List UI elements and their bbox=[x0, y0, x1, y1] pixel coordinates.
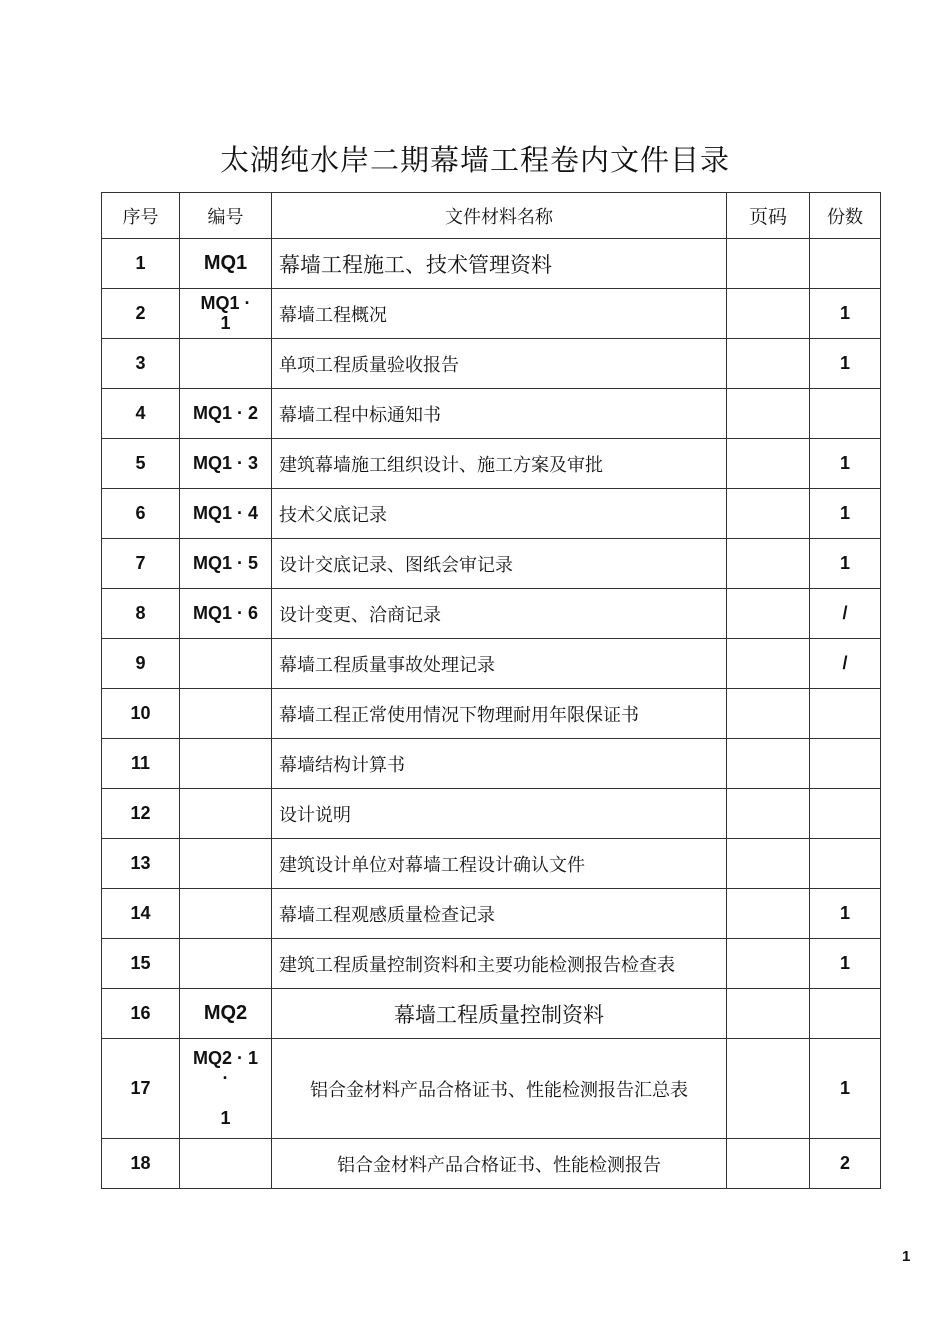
row-page bbox=[727, 889, 810, 939]
table-row bbox=[102, 1039, 881, 1139]
row-page bbox=[727, 739, 810, 789]
row-copies bbox=[810, 239, 881, 289]
row-code bbox=[180, 639, 272, 689]
row-name: 幕墙结构计算书 bbox=[272, 739, 727, 789]
header-code: 编号 bbox=[180, 193, 272, 239]
row-name: 建筑幕墙施工组织设计、施工方案及审批 bbox=[272, 439, 727, 489]
row-code bbox=[180, 689, 272, 739]
row-code: MQ2 bbox=[180, 989, 272, 1039]
row-no: 18 bbox=[102, 1139, 180, 1189]
row-no: 8 bbox=[102, 589, 180, 639]
row-copies: 1 bbox=[810, 1039, 881, 1139]
table-row bbox=[102, 389, 881, 439]
row-code: MQ1 · 1 bbox=[200, 293, 251, 333]
row-name: 幕墙工程正常使用情况下物理耐用年限保证书 bbox=[272, 689, 727, 739]
row-no: 10 bbox=[102, 689, 180, 739]
row-name: 幕墙工程施工、技术管理资料 bbox=[272, 239, 727, 289]
row-code: MQ1 · 3 bbox=[180, 439, 272, 489]
row-copies bbox=[810, 789, 881, 839]
table-row bbox=[102, 639, 881, 689]
row-name: 幕墙工程质量事故处理记录 bbox=[272, 639, 727, 689]
table-row bbox=[102, 239, 881, 289]
row-no: 15 bbox=[102, 939, 180, 989]
row-copies: 1 bbox=[810, 939, 881, 989]
row-page bbox=[727, 939, 810, 989]
table-row bbox=[102, 939, 881, 989]
row-copies bbox=[810, 839, 881, 889]
row-code: MQ1 · 6 bbox=[180, 589, 272, 639]
row-no: 1 bbox=[102, 239, 180, 289]
document-title: 太湖纯水岸二期幕墙工程卷内文件目录 bbox=[219, 143, 730, 177]
table-header-row bbox=[102, 193, 881, 239]
row-page bbox=[727, 389, 810, 439]
row-page bbox=[727, 439, 810, 489]
row-name: 设计交底记录、图纸会审记录 bbox=[272, 539, 727, 589]
row-copies: / bbox=[810, 589, 881, 639]
row-no: 3 bbox=[102, 339, 180, 389]
row-page bbox=[727, 689, 810, 739]
table-row bbox=[102, 689, 881, 739]
row-name: 技术父底记录 bbox=[272, 489, 727, 539]
row-no: 11 bbox=[102, 739, 180, 789]
page-number: 1 bbox=[902, 1248, 911, 1265]
row-name: 铝合金材料产品合格证书、性能检测报告汇总表 bbox=[272, 1039, 727, 1139]
row-name: 设计说明 bbox=[272, 789, 727, 839]
row-code bbox=[180, 339, 272, 389]
row-name: 幕墙工程质量控制资料 bbox=[272, 989, 727, 1039]
table-row bbox=[102, 989, 881, 1039]
row-name: 幕墙工程中标通知书 bbox=[272, 389, 727, 439]
row-page bbox=[727, 789, 810, 839]
row-copies: 1 bbox=[810, 439, 881, 489]
row-copies: 1 bbox=[810, 889, 881, 939]
row-name: 幕墙工程观感质量检查记录 bbox=[272, 889, 727, 939]
row-page bbox=[727, 1139, 810, 1189]
row-code bbox=[180, 939, 272, 989]
row-copies: 1 bbox=[810, 539, 881, 589]
row-no: 4 bbox=[102, 389, 180, 439]
row-copies bbox=[810, 689, 881, 739]
row-name: 铝合金材料产品合格证书、性能检测报告 bbox=[272, 1139, 727, 1189]
row-no: 16 bbox=[102, 989, 180, 1039]
row-no: 5 bbox=[102, 439, 180, 489]
row-no: 12 bbox=[102, 789, 180, 839]
row-copies bbox=[810, 389, 881, 439]
row-page bbox=[727, 1039, 810, 1139]
row-copies bbox=[810, 989, 881, 1039]
row-copies bbox=[810, 739, 881, 789]
row-page bbox=[727, 639, 810, 689]
row-no: 2 bbox=[102, 289, 180, 339]
row-code-cell bbox=[180, 1039, 272, 1139]
row-copies: 1 bbox=[810, 289, 881, 339]
table-row bbox=[102, 339, 881, 389]
row-copies: 2 bbox=[810, 1139, 881, 1189]
row-code bbox=[180, 739, 272, 789]
table-row bbox=[102, 589, 881, 639]
row-name: 建筑工程质量控制资料和主要功能检测报告检查表 bbox=[272, 939, 727, 989]
row-copies: 1 bbox=[810, 339, 881, 389]
table-row bbox=[102, 789, 881, 839]
row-name: 建筑设计单位对幕墙工程设计确认文件 bbox=[272, 839, 727, 889]
row-name: 设计变更、洽商记录 bbox=[272, 589, 727, 639]
header-no: 序号 bbox=[102, 193, 180, 239]
row-name: 单项工程质量验收报告 bbox=[272, 339, 727, 389]
row-no: 7 bbox=[102, 539, 180, 589]
row-code bbox=[180, 889, 272, 939]
row-code: MQ1 bbox=[180, 239, 272, 289]
row-code: MQ2 · 1 · 1 bbox=[192, 1048, 258, 1128]
row-code bbox=[180, 789, 272, 839]
row-no: 13 bbox=[102, 839, 180, 889]
row-page bbox=[727, 989, 810, 1039]
row-page bbox=[727, 489, 810, 539]
row-page bbox=[727, 839, 810, 889]
table-row bbox=[102, 439, 881, 489]
table-row bbox=[102, 889, 881, 939]
table-row bbox=[102, 539, 881, 589]
file-index-table bbox=[101, 192, 881, 1189]
row-code bbox=[180, 839, 272, 889]
table-row bbox=[102, 739, 881, 789]
row-page bbox=[727, 339, 810, 389]
row-page bbox=[727, 239, 810, 289]
table-row bbox=[102, 289, 881, 339]
row-no: 14 bbox=[102, 889, 180, 939]
row-no: 17 bbox=[102, 1039, 180, 1139]
row-code: MQ1 · 2 bbox=[180, 389, 272, 439]
row-name: 幕墙工程概况 bbox=[272, 289, 727, 339]
row-no: 9 bbox=[102, 639, 180, 689]
table-row bbox=[102, 1139, 881, 1189]
header-copies: 份数 bbox=[810, 193, 881, 239]
row-page bbox=[727, 539, 810, 589]
row-page bbox=[727, 289, 810, 339]
row-code bbox=[180, 1139, 272, 1189]
table-row bbox=[102, 489, 881, 539]
row-code-cell bbox=[180, 289, 272, 339]
header-page: 页码 bbox=[727, 193, 810, 239]
table-row bbox=[102, 839, 881, 889]
row-copies: 1 bbox=[810, 489, 881, 539]
row-copies: / bbox=[810, 639, 881, 689]
row-code: MQ1 · 5 bbox=[180, 539, 272, 589]
row-page bbox=[727, 589, 810, 639]
row-code: MQ1 · 4 bbox=[180, 489, 272, 539]
row-no: 6 bbox=[102, 489, 180, 539]
header-name: 文件材料名称 bbox=[272, 193, 727, 239]
